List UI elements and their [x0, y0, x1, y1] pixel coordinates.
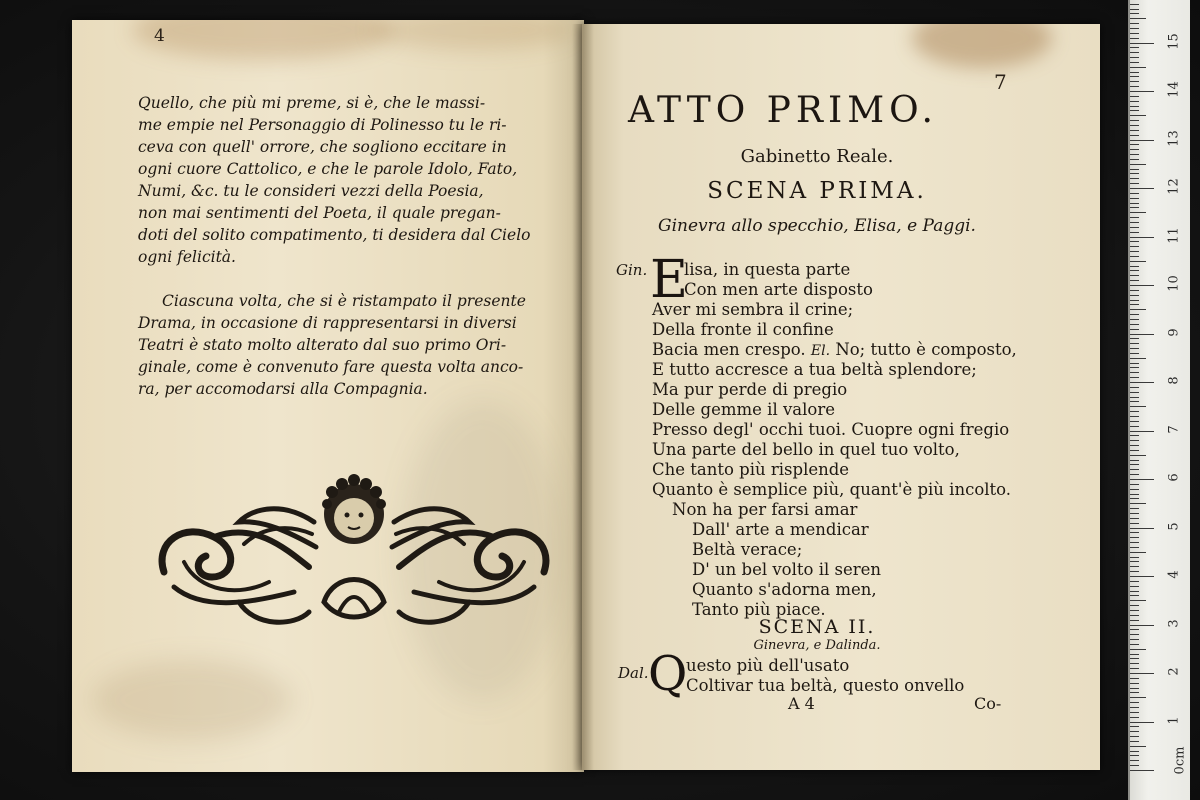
ruler-tick [1130, 755, 1139, 756]
text-line: me empie nel Personaggio di Polinesso tu le ri- [138, 116, 507, 134]
ruler-tick [1130, 96, 1139, 97]
ruler-tick [1130, 445, 1139, 446]
ruler-tick [1130, 503, 1146, 504]
ruler-tick [1130, 149, 1139, 150]
verse-line: Quanto s'adorna men, [692, 580, 877, 599]
ruler-tick [1130, 52, 1139, 53]
ruler-tick [1130, 620, 1139, 621]
ruler-tick [1130, 387, 1139, 388]
ruler-tick [1130, 188, 1154, 189]
text-line: Quello, che più mi preme, si è, che le massi- [138, 94, 486, 112]
ruler-number: 7 [1166, 424, 1182, 434]
ruler-tick [1130, 484, 1139, 485]
ruler-tick [1130, 663, 1139, 664]
ruler-tick [1130, 377, 1139, 378]
text-line: Ciascuna volta, che si è ristampato il presente [162, 292, 526, 310]
ruler-tick [1130, 683, 1139, 684]
ruler-tick [1130, 605, 1139, 606]
ruler-number: 13 [1166, 129, 1182, 147]
text-line: non mai sentimenti del Poeta, il quale pregan- [138, 204, 501, 222]
ruler-tick [1130, 581, 1139, 582]
verse-line [652, 340, 1017, 359]
ruler-tick [1130, 528, 1154, 529]
text-line: Numi, &c. tu le consideri vezzi della Poesia, [138, 182, 484, 200]
ruler-tick [1130, 639, 1139, 640]
verse-line: Beltà verace; [692, 540, 803, 559]
ruler-tick [1130, 518, 1139, 519]
verse-line: Con men arte disposto [684, 280, 873, 299]
ruler-tick [1130, 256, 1139, 257]
ruler-tick [1130, 494, 1139, 495]
ruler-tick [1130, 479, 1154, 480]
ruler-tick [1130, 717, 1139, 718]
ruler-tick [1130, 435, 1139, 436]
ruler-tick [1130, 610, 1139, 611]
scene-2-characters: Ginevra, e Dalinda. [753, 638, 881, 653]
ruler-tick [1130, 566, 1139, 567]
ruler-tick [1130, 343, 1139, 344]
ruler-tick [1130, 319, 1139, 320]
ruler-tick [1130, 23, 1139, 24]
ruler-number: 11 [1166, 226, 1182, 244]
ruler-tick [1130, 4, 1139, 5]
foxing-stain [92, 660, 292, 740]
ruler-tick [1130, 654, 1139, 655]
ruler-tick [1130, 450, 1139, 451]
catchword: Co- [974, 694, 1002, 713]
ruler-tick [1130, 508, 1139, 509]
text-line: ginale, come è convenuto fare questa volta anco- [138, 358, 524, 376]
ruler-tick [1130, 309, 1146, 310]
ruler-tick [1130, 455, 1146, 456]
ruler-tick [1130, 406, 1146, 407]
verse-line: Dall' arte a mendicar [692, 520, 869, 539]
ruler-tick [1130, 300, 1139, 301]
ruler-tick [1130, 401, 1139, 402]
page-number-left: 4 [154, 26, 165, 46]
ruler-number: 3 [1166, 618, 1182, 628]
act-title: ATTO PRIMO. [628, 90, 938, 131]
foxing-stain [372, 20, 572, 50]
ruler-tick [1130, 67, 1146, 68]
ruler-tick [1130, 547, 1139, 548]
dedication-paragraph-2 [138, 290, 558, 400]
ruler-tick [1130, 600, 1146, 601]
ruler-tick [1130, 193, 1139, 194]
ruler-tick [1130, 741, 1139, 742]
ruler-tick [1130, 426, 1139, 427]
ruler-tick [1130, 498, 1139, 499]
ruler-tick [1130, 135, 1139, 136]
ruler-tick [1130, 28, 1139, 29]
ruler-tick [1130, 702, 1139, 703]
verse-line: Presso degl' occhi tuoi. Cuopre ogni fregio [652, 420, 1010, 439]
ruler-tick [1130, 203, 1139, 204]
inline-speaker-label: El. [810, 343, 831, 359]
ruler-tick [1130, 765, 1139, 766]
verse-text: Bacia men crespo. [652, 340, 806, 359]
ruler-tick [1130, 358, 1146, 359]
verse-line: Una parte del bello in quel tuo volto, [652, 440, 960, 459]
verse-line: D' un bel volto il seren [692, 560, 882, 579]
ruler-tick [1130, 164, 1146, 165]
ruler-tick [1130, 372, 1139, 373]
ruler-tick [1130, 731, 1139, 732]
ruler-tick [1130, 367, 1139, 368]
ruler-tick [1130, 18, 1146, 19]
ruler-tick [1130, 173, 1139, 174]
ruler-tick [1130, 261, 1146, 262]
ruler-tick [1130, 571, 1139, 572]
ruler-tick [1130, 746, 1146, 747]
cherub-vignette-icon [144, 452, 564, 642]
ruler-tick [1130, 169, 1139, 170]
ruler-tick [1130, 513, 1139, 514]
verse-line: Della fronte il confine [652, 320, 834, 339]
book-gutter [572, 24, 594, 770]
ruler-number: 4 [1166, 570, 1182, 579]
ruler-tick [1130, 154, 1139, 155]
ruler-tick [1130, 183, 1139, 184]
text-line: doti del solito compatimento, ti desidera dal Cielo [138, 226, 531, 244]
ruler-tick [1130, 658, 1139, 659]
verse-line: Non ha per farsi amar [672, 500, 858, 519]
text-line: ogni cuore Cattolico, e che le parole Idolo, Fato, [138, 160, 518, 178]
ruler-tick [1130, 474, 1139, 475]
ruler-number: 0cm [1172, 746, 1188, 775]
ruler-tick [1130, 290, 1139, 291]
ruler-tick [1130, 392, 1139, 393]
ruler-tick [1130, 649, 1146, 650]
ruler-tick [1130, 144, 1139, 145]
ruler-tick [1130, 770, 1154, 771]
ruler-number: 12 [1166, 178, 1182, 195]
verse-line: Tanto più piace. [692, 600, 826, 619]
text-line: ra, per accomodarsi alla Compagnia. [138, 380, 428, 398]
ruler-tick [1130, 178, 1139, 179]
ruler-number: 1 [1166, 715, 1182, 725]
ruler-tick [1130, 697, 1146, 698]
signature-mark: A 4 [788, 694, 815, 713]
ruler-tick [1130, 304, 1139, 305]
ruler-number: 14 [1166, 81, 1182, 98]
ruler-tick [1130, 120, 1139, 121]
foxing-stain [132, 20, 392, 60]
ruler-tick [1130, 9, 1139, 10]
text-line: ceva con quell' orrore, che sogliono eccitare in [138, 138, 507, 156]
verse-line: Ma pur perde di pregio [652, 380, 848, 399]
verse-line: E tutto accresce a tua beltà splendore; [652, 360, 977, 379]
ruler-tick [1130, 634, 1139, 635]
ruler-tick [1130, 110, 1139, 111]
ruler-tick [1130, 76, 1139, 77]
ruler-tick [1130, 43, 1154, 44]
ruler-tick [1130, 13, 1139, 14]
ruler-tick [1130, 72, 1139, 73]
ruler-tick [1130, 140, 1154, 141]
ruler-tick [1130, 489, 1139, 490]
ruler-tick [1130, 576, 1154, 577]
ruler-tick [1130, 47, 1139, 48]
ruler-tick [1130, 591, 1139, 592]
scene-2-title: SCENA II. [758, 616, 876, 638]
ruler-tick [1130, 159, 1139, 160]
ruler-tick [1130, 363, 1139, 364]
verse-line: Aver mi sembra il crine; [652, 300, 854, 319]
ruler-tick [1130, 232, 1139, 233]
ruler-tick [1130, 251, 1139, 252]
ruler-tick [1130, 285, 1154, 286]
drop-capital: E [650, 250, 688, 310]
ruler-tick [1130, 431, 1154, 432]
ruler-number: 8 [1166, 376, 1182, 385]
ruler-tick [1130, 460, 1139, 461]
ruler-tick [1130, 644, 1139, 645]
ruler-tick [1130, 266, 1139, 267]
ruler-tick [1130, 115, 1146, 116]
ruler-tick [1130, 62, 1139, 63]
verse-line: Quanto è semplice più, quant'è più incolto. [652, 480, 1012, 499]
ruler-tick [1130, 557, 1139, 558]
verse-line: Coltivar tua beltà, questo onvello [686, 676, 965, 695]
ruler-tick [1130, 673, 1154, 674]
ruler-tick [1130, 275, 1139, 276]
scene-characters: Ginevra allo specchio, Elisa, e Paggi. [658, 216, 976, 236]
ruler-tick [1130, 532, 1139, 533]
ruler-tick [1130, 440, 1139, 441]
ruler-tick [1130, 411, 1139, 412]
scene-setting: Gabinetto Reale. [740, 146, 894, 167]
ruler-tick [1130, 707, 1139, 708]
verse-text: No; tutto è composto, [835, 340, 1017, 359]
ruler-tick [1130, 537, 1139, 538]
ruler-tick [1130, 295, 1139, 296]
ruler-tick [1130, 329, 1139, 330]
ruler-tick [1130, 469, 1139, 470]
ruler-tick [1130, 397, 1139, 398]
verse-line: lisa, in questa parte [684, 260, 851, 279]
ruler-tick [1130, 86, 1139, 87]
ruler-tick [1130, 212, 1146, 213]
ruler-tick [1130, 207, 1139, 208]
verse-line: Che tanto più risplende [652, 460, 850, 479]
ruler-number: 15 [1166, 32, 1182, 50]
ruler-tick [1130, 106, 1139, 107]
ruler-tick [1130, 586, 1139, 587]
measurement-ruler [1128, 0, 1190, 800]
scene-title: SCENA PRIMA. [707, 178, 927, 204]
text-line: ogni felicità. [138, 248, 236, 266]
verse-line: uesto più dell'usato [686, 656, 850, 675]
dedication-paragraph-1 [138, 92, 558, 268]
ruler-tick [1130, 416, 1139, 417]
ruler-tick [1130, 280, 1139, 281]
ruler-tick [1130, 198, 1139, 199]
ruler-tick [1130, 101, 1139, 102]
ruler-tick [1130, 38, 1139, 39]
ruler-tick [1130, 222, 1139, 223]
drop-capital: Q [648, 646, 688, 702]
ruler-tick [1130, 57, 1139, 58]
ruler-tick [1130, 561, 1139, 562]
ruler-tick [1130, 615, 1139, 616]
ruler-tick [1130, 692, 1139, 693]
ruler-tick [1130, 751, 1139, 752]
foxing-stain [912, 24, 1052, 68]
ruler-tick [1130, 217, 1139, 218]
verse-line: Delle gemme il valore [652, 400, 836, 419]
ruler-tick [1130, 81, 1139, 82]
ruler-tick [1130, 712, 1139, 713]
ruler-tick [1130, 353, 1139, 354]
ruler-tick [1130, 421, 1139, 422]
ruler-tick [1130, 314, 1139, 315]
left-page [72, 20, 584, 772]
ruler-tick [1130, 726, 1139, 727]
ruler-tick [1130, 324, 1139, 325]
text-line: Drama, in occasione di rappresentarsi in diversi [138, 314, 517, 332]
ruler-tick [1130, 629, 1139, 630]
ruler-tick [1130, 678, 1139, 679]
right-page [582, 24, 1100, 770]
ruler-tick [1130, 33, 1139, 34]
ruler-tick [1130, 241, 1139, 242]
ruler-tick [1130, 237, 1154, 238]
ruler-tick [1130, 334, 1154, 335]
ruler-tick [1130, 595, 1139, 596]
ruler-tick [1130, 464, 1139, 465]
ruler-tick [1130, 227, 1139, 228]
ruler-tick [1130, 625, 1154, 626]
ruler-number: 10 [1166, 275, 1182, 292]
ruler-tick [1130, 760, 1139, 761]
ruler-number: 5 [1166, 521, 1182, 531]
ruler-tick [1130, 348, 1139, 349]
ruler-tick [1130, 270, 1139, 271]
ruler-tick [1130, 91, 1154, 92]
speaker-label: Gin. [616, 261, 648, 279]
ruler-tick [1130, 382, 1154, 383]
ruler-tick [1130, 246, 1139, 247]
text-line: Teatri è stato molto alterato dal suo primo Ori- [138, 336, 507, 354]
ruler-number: 2 [1166, 667, 1182, 676]
ruler-tick [1130, 722, 1154, 723]
ruler-tick [1130, 130, 1139, 131]
ruler-tick [1130, 125, 1139, 126]
ruler-number: 6 [1166, 473, 1182, 482]
ruler-tick [1130, 552, 1146, 553]
ruler-tick [1130, 668, 1139, 669]
speaker-label: Dal. [618, 664, 649, 682]
ruler-tick [1130, 542, 1139, 543]
ruler-tick [1130, 688, 1139, 689]
ruler-tick [1130, 736, 1139, 737]
ruler-tick [1130, 523, 1139, 524]
page-number-right: 7 [994, 70, 1007, 94]
ruler-number: 9 [1166, 327, 1182, 337]
ruler-tick [1130, 338, 1139, 339]
